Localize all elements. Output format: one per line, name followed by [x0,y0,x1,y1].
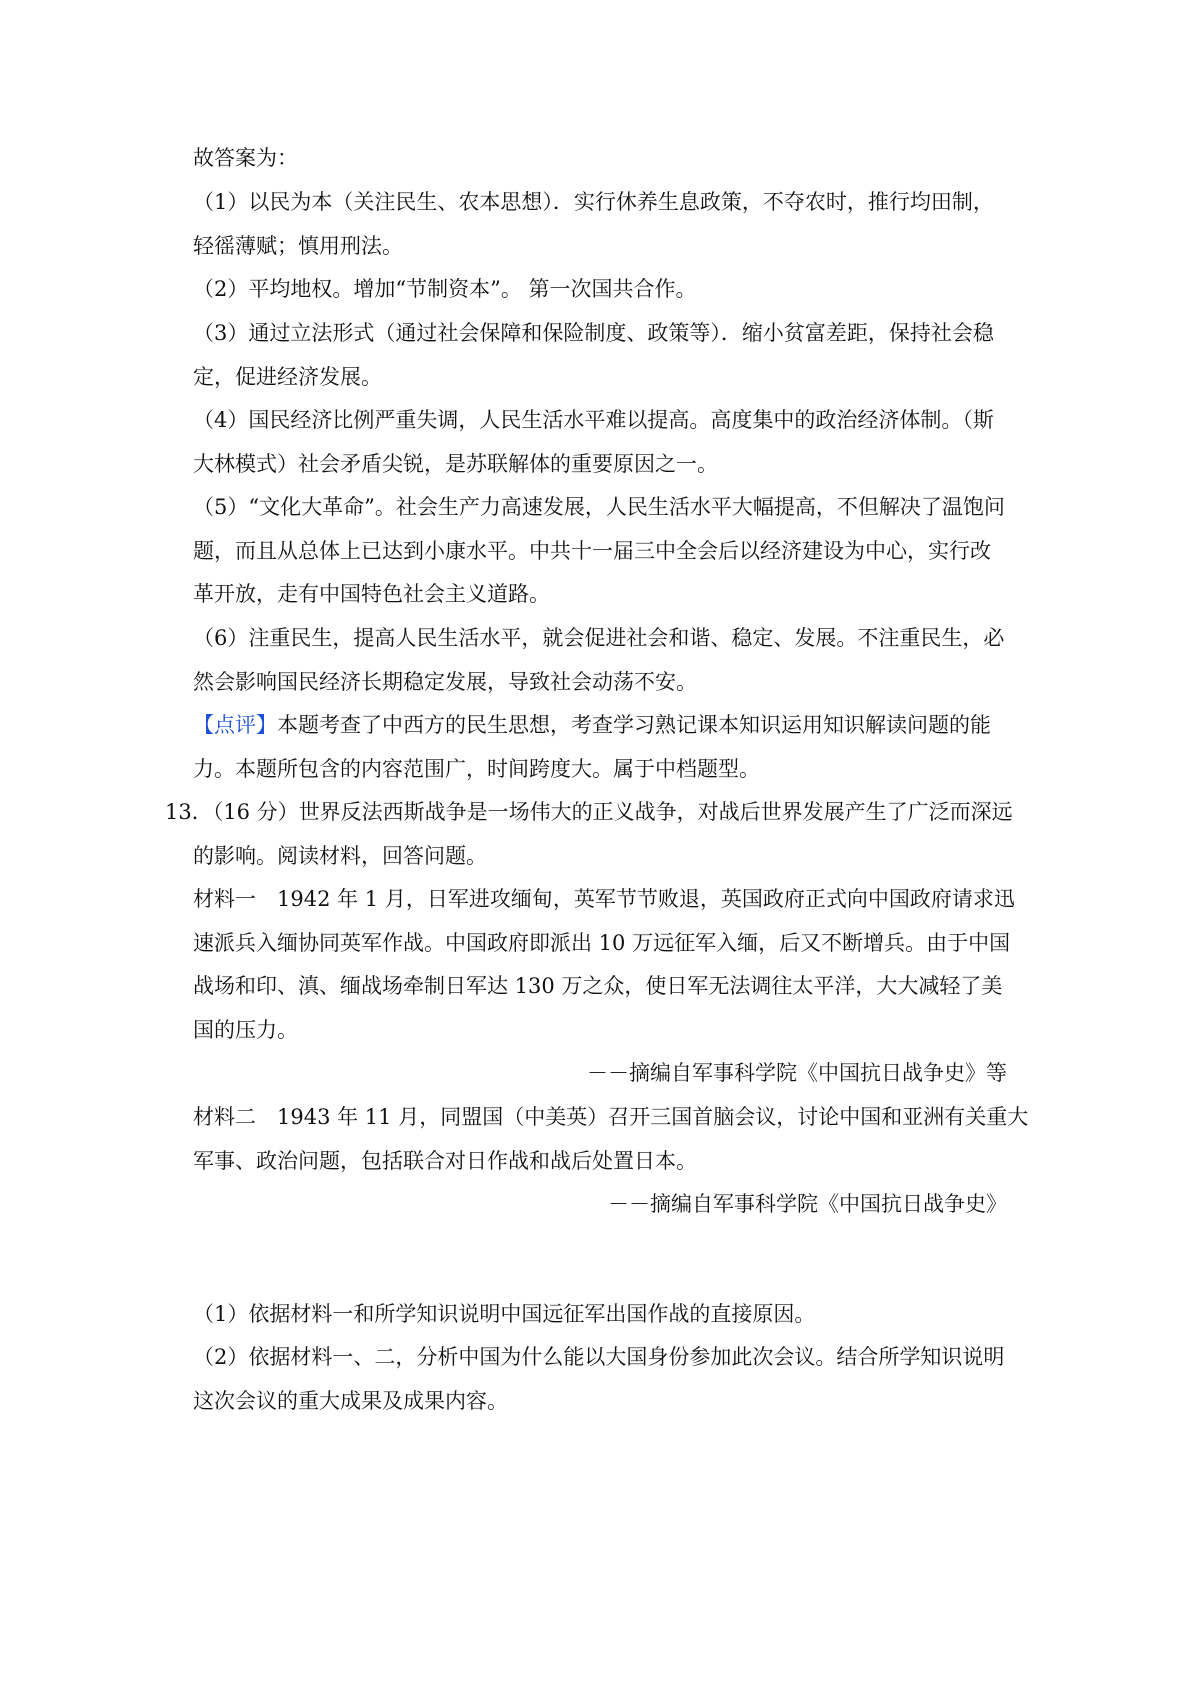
comment-tag: 【点评】 [193,713,277,737]
question-13-line-1 [165,797,1013,827]
comment-line-2: 力。本题所包含的内容范围广，时间跨度大。属于中档题型。 [193,757,760,781]
subquestion-2-line-1: （2）依据材料一、二，分析中国为什么能以大国身份参加此次会议。结合所学知识说明 [193,1345,1005,1369]
material-2-line-2: 军事、政治问题，包括联合对日作战和战后处置日本。 [193,1149,697,1173]
answer-4-line-2: 大林模式）社会矛盾尖锐，是苏联解体的重要原因之一。 [193,452,718,476]
answer-1-line-1: （1）以民为本（关注民生、农本思想）．实行休养生息政策，不夺农时，推行均田制， [193,190,994,214]
answer-3-line-1: （3）通过立法形式（通过社会保障和保险制度、政策等）．缩小贫富差距，保持社会稳 [193,321,994,345]
answer-5-line-3: 革开放，走有中国特色社会主义道路。 [193,582,550,606]
answer-6-line-2: 然会影响国民经济长期稳定发展，导致社会动荡不安。 [193,670,697,694]
answer-4-line-1: （4）国民经济比例严重失调，人民生活水平难以提高。高度集中的政治经济体制。（斯 [193,408,994,432]
material-2-source: －－摘编自军事科学院《中国抗日战争史》 [608,1192,1007,1216]
answer-2-line-1: （2）平均地权。增加“节制资本”。 第一次国共合作。 [193,277,697,301]
subquestion-2-line-2: 这次会议的重大成果及成果内容。 [193,1389,508,1413]
answer-5-line-1: （5）“文化大革命”。社会生产力高速发展，人民生活水平大幅提高，不但解决了温饱问 [193,495,1005,519]
question-13-text-1: （16 分）世界反法西斯战争是一场伟大的正义战争，对战后世界发展产生了广泛而深远 [212,800,1013,824]
material-2-line-1: 材料二 1943 年 11 月，同盟国（中美英）召开三国首脑会议，讨论中国和亚洲有关重大 [193,1105,1029,1129]
question-13-line-2: 的影响。阅读材料，回答问题。 [193,844,487,868]
answer-3-line-2: 定，促进经济发展。 [193,365,382,389]
material-1-line-2: 速派兵入缅协同英军作战。中国政府即派出 10 万远征军入缅，后又不断增兵。由于中国 [193,931,1011,955]
subquestion-1-line-1: （1）依据材料一和所学知识说明中国远征军出国作战的直接原因。 [193,1302,816,1326]
material-1-line-4: 国的压力。 [193,1018,298,1042]
answer-6-line-1: （6）注重民生，提高人民生活水平，就会促进社会和谐、稳定、发展。不注重民生，必 [193,626,1005,650]
answer-5-line-2: 题，而且从总体上已达到小康水平。中共十一届三中全会后以经济建设为中心，实行改 [193,539,991,563]
answer-1-line-2: 轻徭薄赋；慎用刑法。 [193,234,403,258]
comment-line-1 [193,710,991,740]
question-number: 13． [165,800,213,824]
comment-text-1: 本题考查了中西方的民生思想，考查学习熟记课本知识运用知识解读问题的能 [277,713,991,737]
material-1-line-1: 材料一 1942 年 1 月，日军进攻缅甸，英军节节败退，英国政府正式向中国政府请求迅 [193,887,1015,911]
material-1-line-3: 战场和印、滇、缅战场牵制日军达 130 万之众，使日军无法调往太平洋，大大减轻了美 [193,974,1003,998]
answer-intro: 故答案为： [193,146,298,170]
material-1-source: －－摘编自军事科学院《中国抗日战争史》等 [587,1061,1007,1085]
